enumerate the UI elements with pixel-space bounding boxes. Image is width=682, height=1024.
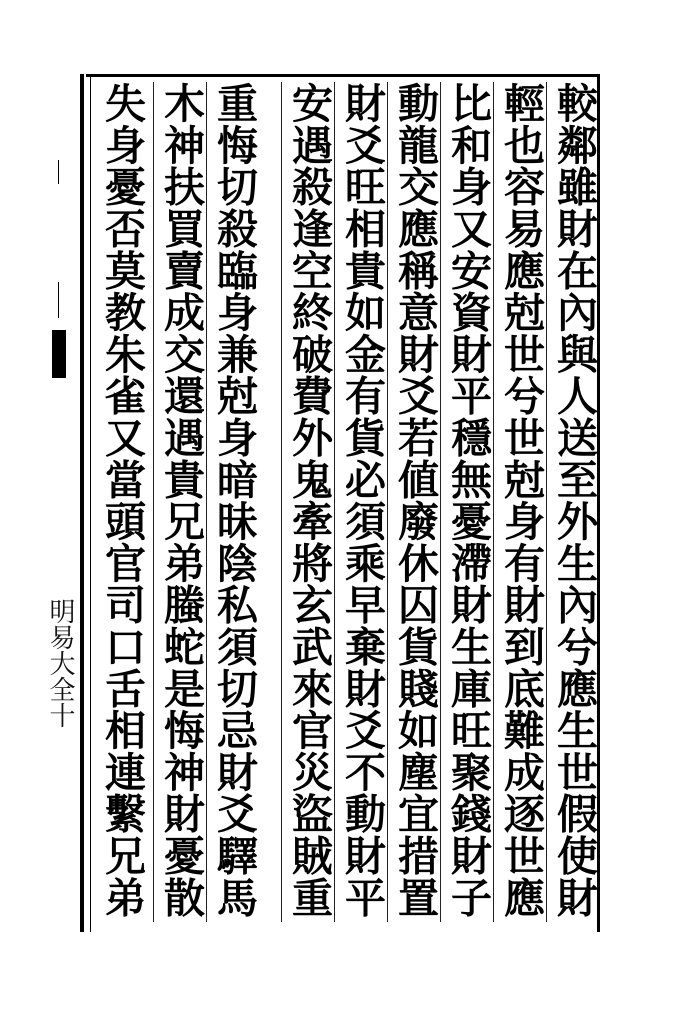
fore-edge-margin: [42, 90, 78, 930]
margin-book-title: 明易大全十: [45, 598, 75, 728]
column-rule: [281, 82, 282, 922]
frame-left-inner-border: [90, 74, 91, 932]
frame-top-border: [86, 74, 598, 77]
text-column-6: 安遇殺逢空終破費外鬼牽將玄武來官災盜賊重: [285, 82, 333, 918]
frame-left-outer-border: [80, 74, 84, 932]
margin-tick-bottom: [58, 282, 59, 318]
text-column-5: 財爻旺相貴如金有貨必須乘早棄財爻不動財平: [338, 82, 386, 918]
text-column-4: 動龍交應稱意財爻若値廢休囚貨賤如塵宜措置: [391, 82, 439, 918]
text-column-2: 輕也容易應尅世兮世尅身有財到底難成逐世應: [497, 82, 545, 918]
margin-tick-top: [58, 160, 59, 184]
text-column-1: 較鄰雖財在內與人送至外生內兮應生世假使財: [550, 82, 598, 918]
column-rule: [153, 82, 154, 922]
text-column-7: 重悔切殺臨身兼尅身暗昧陰私須切忌財爻驛馬: [210, 82, 258, 918]
fish-tail-mark: [52, 330, 66, 378]
text-column-9: 失身憂否莫教朱雀又當頭官司口舌相連繫兄弟: [98, 82, 146, 918]
text-column-3: 比和身又安資財平穩無憂滯財生庫旺聚錢財子: [444, 82, 492, 918]
text-column-8: 木神扶買賣成交還遇貴兄弟螣蛇是悔神財憂散: [157, 82, 205, 918]
